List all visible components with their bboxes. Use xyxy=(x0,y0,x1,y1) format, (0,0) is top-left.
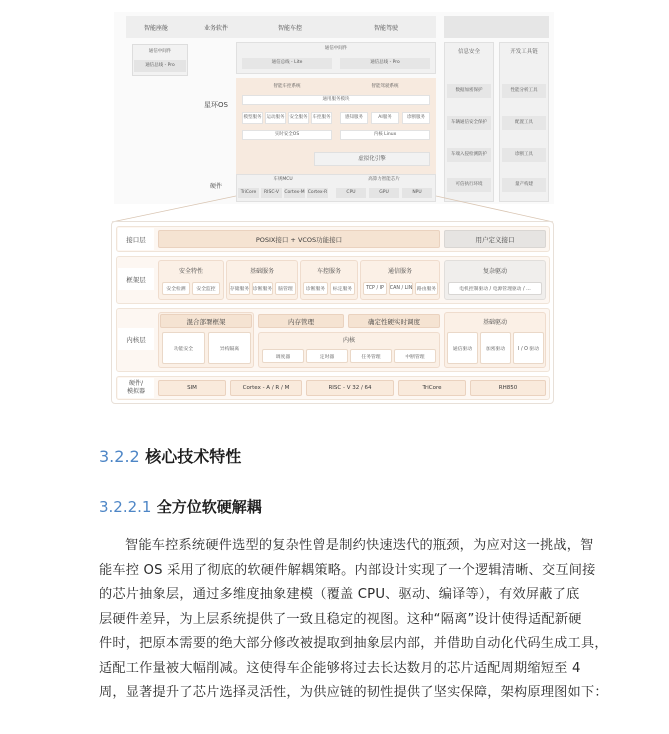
tools-item: 诊断工具 xyxy=(502,148,546,162)
fw-driver-items: 电机控制驱动 / 电源管理驱动 / ... xyxy=(448,282,542,295)
drive-system-title: 智能驾驶系统 xyxy=(371,83,399,89)
security-item: 车端入侵检测防护 xyxy=(447,148,491,162)
car-item: 车控服务 xyxy=(311,112,332,124)
k-kernel-title: 内核 xyxy=(342,336,355,344)
fw-car-item: 诊断服务 xyxy=(303,282,328,295)
paragraph-line: 智能车控系统硬件选型的复杂性曾是制约快速迭代的瓶颈，为应对这一挑战，智 xyxy=(125,538,594,553)
tools-item: 配置工具 xyxy=(502,116,546,130)
virtualization-engine: 虚拟化引擎 xyxy=(314,152,430,166)
user-defined-interface: 用户定义接口 xyxy=(444,230,546,248)
fw-comm-item: CAN / LIN xyxy=(389,282,413,295)
k-driver-title: 基础驱动 xyxy=(482,318,507,326)
k-mixed-title: 混合部署框架 xyxy=(160,314,252,328)
fw-comm-item: TCP / IP xyxy=(363,282,387,295)
fw-basic-title: 基础服务 xyxy=(249,267,274,275)
label-hardware: 硬件 xyxy=(209,182,222,190)
drive-item: 感知服务 xyxy=(340,112,368,124)
car-item: 安全服务 xyxy=(288,112,309,124)
tools-item: 量产构建 xyxy=(502,178,546,192)
paragraph-line: 层硬件差异，为上层系统提供了一致且稳定的视图。这种“隔离”设计使得适配新硬 xyxy=(99,611,582,627)
cockpit-mw-title: 通信中间件 xyxy=(148,48,172,54)
drive-item: 诊断服务 xyxy=(402,112,430,124)
section-heading-3-text: 核心技术特性 xyxy=(145,447,242,466)
row-label-hw-line1: 硬件/ xyxy=(128,380,144,387)
car-common-bar: 通用服务模块 xyxy=(242,95,430,105)
mw-title: 通信中间件 xyxy=(324,45,348,51)
hw-mcu-title: 车规MCU xyxy=(273,177,293,183)
hw-item: Cortex - A / R / M xyxy=(230,380,302,396)
fw-basic-item: 存储服务 xyxy=(229,282,250,295)
fw-driver-title: 复杂驱动 xyxy=(482,267,507,275)
row-label-interface: 接口层 xyxy=(118,228,154,250)
hw-item: SIM xyxy=(158,380,226,396)
tools-item: 性能分析工具 xyxy=(502,84,546,98)
row-label-hw-line2: 模拟器 xyxy=(126,388,145,395)
hw-item: RISC - V 32 / 64 xyxy=(306,380,394,396)
hw-soc-title: 高算力智能芯片 xyxy=(368,177,400,183)
k-kernel-item: 任务管理 xyxy=(350,349,392,363)
car-item: 模型服务 xyxy=(242,112,263,124)
section-heading-4-number: 3.2.2.1 xyxy=(99,498,152,516)
security-item: 车辆通信安全保护 xyxy=(447,116,491,130)
hw-mcu-item: RISC-V xyxy=(261,188,282,198)
k-driver-item: I / O 驱动 xyxy=(513,332,544,364)
hw-item: TriCore xyxy=(398,380,466,396)
security-item: 可信执行环境 xyxy=(447,178,491,192)
hw-item: RH850 xyxy=(470,380,546,396)
hw-mcu-item: Cortex-M xyxy=(284,188,305,198)
hw-soc-item: NPU xyxy=(402,188,432,198)
security-title: 信息安全 xyxy=(457,48,480,55)
mw-lite: 通信总线 - Lite xyxy=(242,58,332,69)
k-mixed-item: 功能安全 xyxy=(162,332,205,364)
hw-mcu-item: TriCore xyxy=(238,188,259,198)
k-mixed-item: 异构隔离 xyxy=(208,332,251,364)
k-kernel-item: 中断管理 xyxy=(394,349,436,363)
mw-pro: 通信总线 - Pro xyxy=(340,58,430,69)
biz-car-control: 智能车控 xyxy=(277,24,302,32)
row-label-framework: 框架层 xyxy=(118,268,154,290)
fw-safety-item: 安全监控 xyxy=(192,282,220,295)
hw-soc-item: CPU xyxy=(336,188,366,198)
paragraph-line: 周，显著提升了芯片选择灵活性，为供应链的韧性提供了坚实保障，架构原理图如下： xyxy=(99,685,608,700)
fw-basic-item: 诊断服务 xyxy=(252,282,273,295)
fw-comm-title: 通信服务 xyxy=(387,267,412,275)
car-rtos: 实时安全OS xyxy=(242,130,332,140)
paragraph-line: 件时，把原本需要的绝大部分修改被提取到抽象层内部，并借助自动化代码生成工具， xyxy=(99,636,608,651)
k-memory: 内存管理 xyxy=(258,314,344,328)
cockpit-title: 智能座舱 xyxy=(143,24,168,32)
car-item: 运动服务 xyxy=(265,112,286,124)
section-heading-4 xyxy=(99,496,262,518)
k-kernel-item: 调度器 xyxy=(262,349,304,363)
k-driver-item: 加密驱动 xyxy=(480,332,511,364)
section-heading-3-number: 3.2.2 xyxy=(99,447,140,466)
car-system-title: 智能车控系统 xyxy=(273,83,301,89)
biz-smart-drive: 智能驾驶 xyxy=(373,24,398,32)
tools-title: 开发工具链 xyxy=(510,48,538,55)
row-label-hardware xyxy=(118,378,154,398)
section-heading-3 xyxy=(99,444,241,466)
row-label-kernel: 内核层 xyxy=(118,328,154,350)
section-heading-4-text: 全方位软硬解耦 xyxy=(156,498,262,516)
k-driver-item: 通信驱动 xyxy=(447,332,478,364)
body-paragraph xyxy=(99,534,608,706)
k-scheduler: 确定性硬实时调度 xyxy=(348,314,440,328)
label-os: 星环OS xyxy=(204,101,228,109)
security-item: 数据加密保护 xyxy=(447,84,491,98)
posix-interface: POSIX接口 + VCOS功能接口 xyxy=(158,230,440,248)
bottom-architecture-diagram xyxy=(111,221,554,404)
paragraph-line: 能车控 OS 采用了彻底的软硬件解耦策略。内部设计实现了一个逻辑清晰、交互间接 xyxy=(99,562,596,578)
fw-safety-title: 安全特性 xyxy=(178,267,203,275)
hw-mcu-item: Cortex-R xyxy=(307,188,328,198)
fw-car-title: 车控服务 xyxy=(316,267,341,275)
fw-basic-item: 脑管理 xyxy=(275,282,296,295)
cockpit-mw-pro: 通信总线 - Pro xyxy=(134,60,186,72)
drive-linux: 内核 Linux xyxy=(340,130,430,140)
drive-item: AI服务 xyxy=(371,112,399,124)
fw-comm-item: 路由服务 xyxy=(415,282,438,295)
fw-safety-item: 安全检测 xyxy=(162,282,190,295)
zoom-connector-lines xyxy=(0,0,669,240)
hw-soc-item: GPU xyxy=(369,188,399,198)
k-kernel-item: 定时器 xyxy=(306,349,348,363)
paragraph-line: 的芯片抽象层，通过多维度抽象建模（覆盖 CPU、驱动、编译等），有效屏蔽了底 xyxy=(99,587,580,602)
fw-car-item: 标定服务 xyxy=(330,282,355,295)
label-business: 业务软件 xyxy=(203,24,228,32)
paragraph-line: 适配工作量被大幅削减。这使得车企能够将过去长达数月的芯片适配周期缩短至 4 xyxy=(99,660,581,676)
